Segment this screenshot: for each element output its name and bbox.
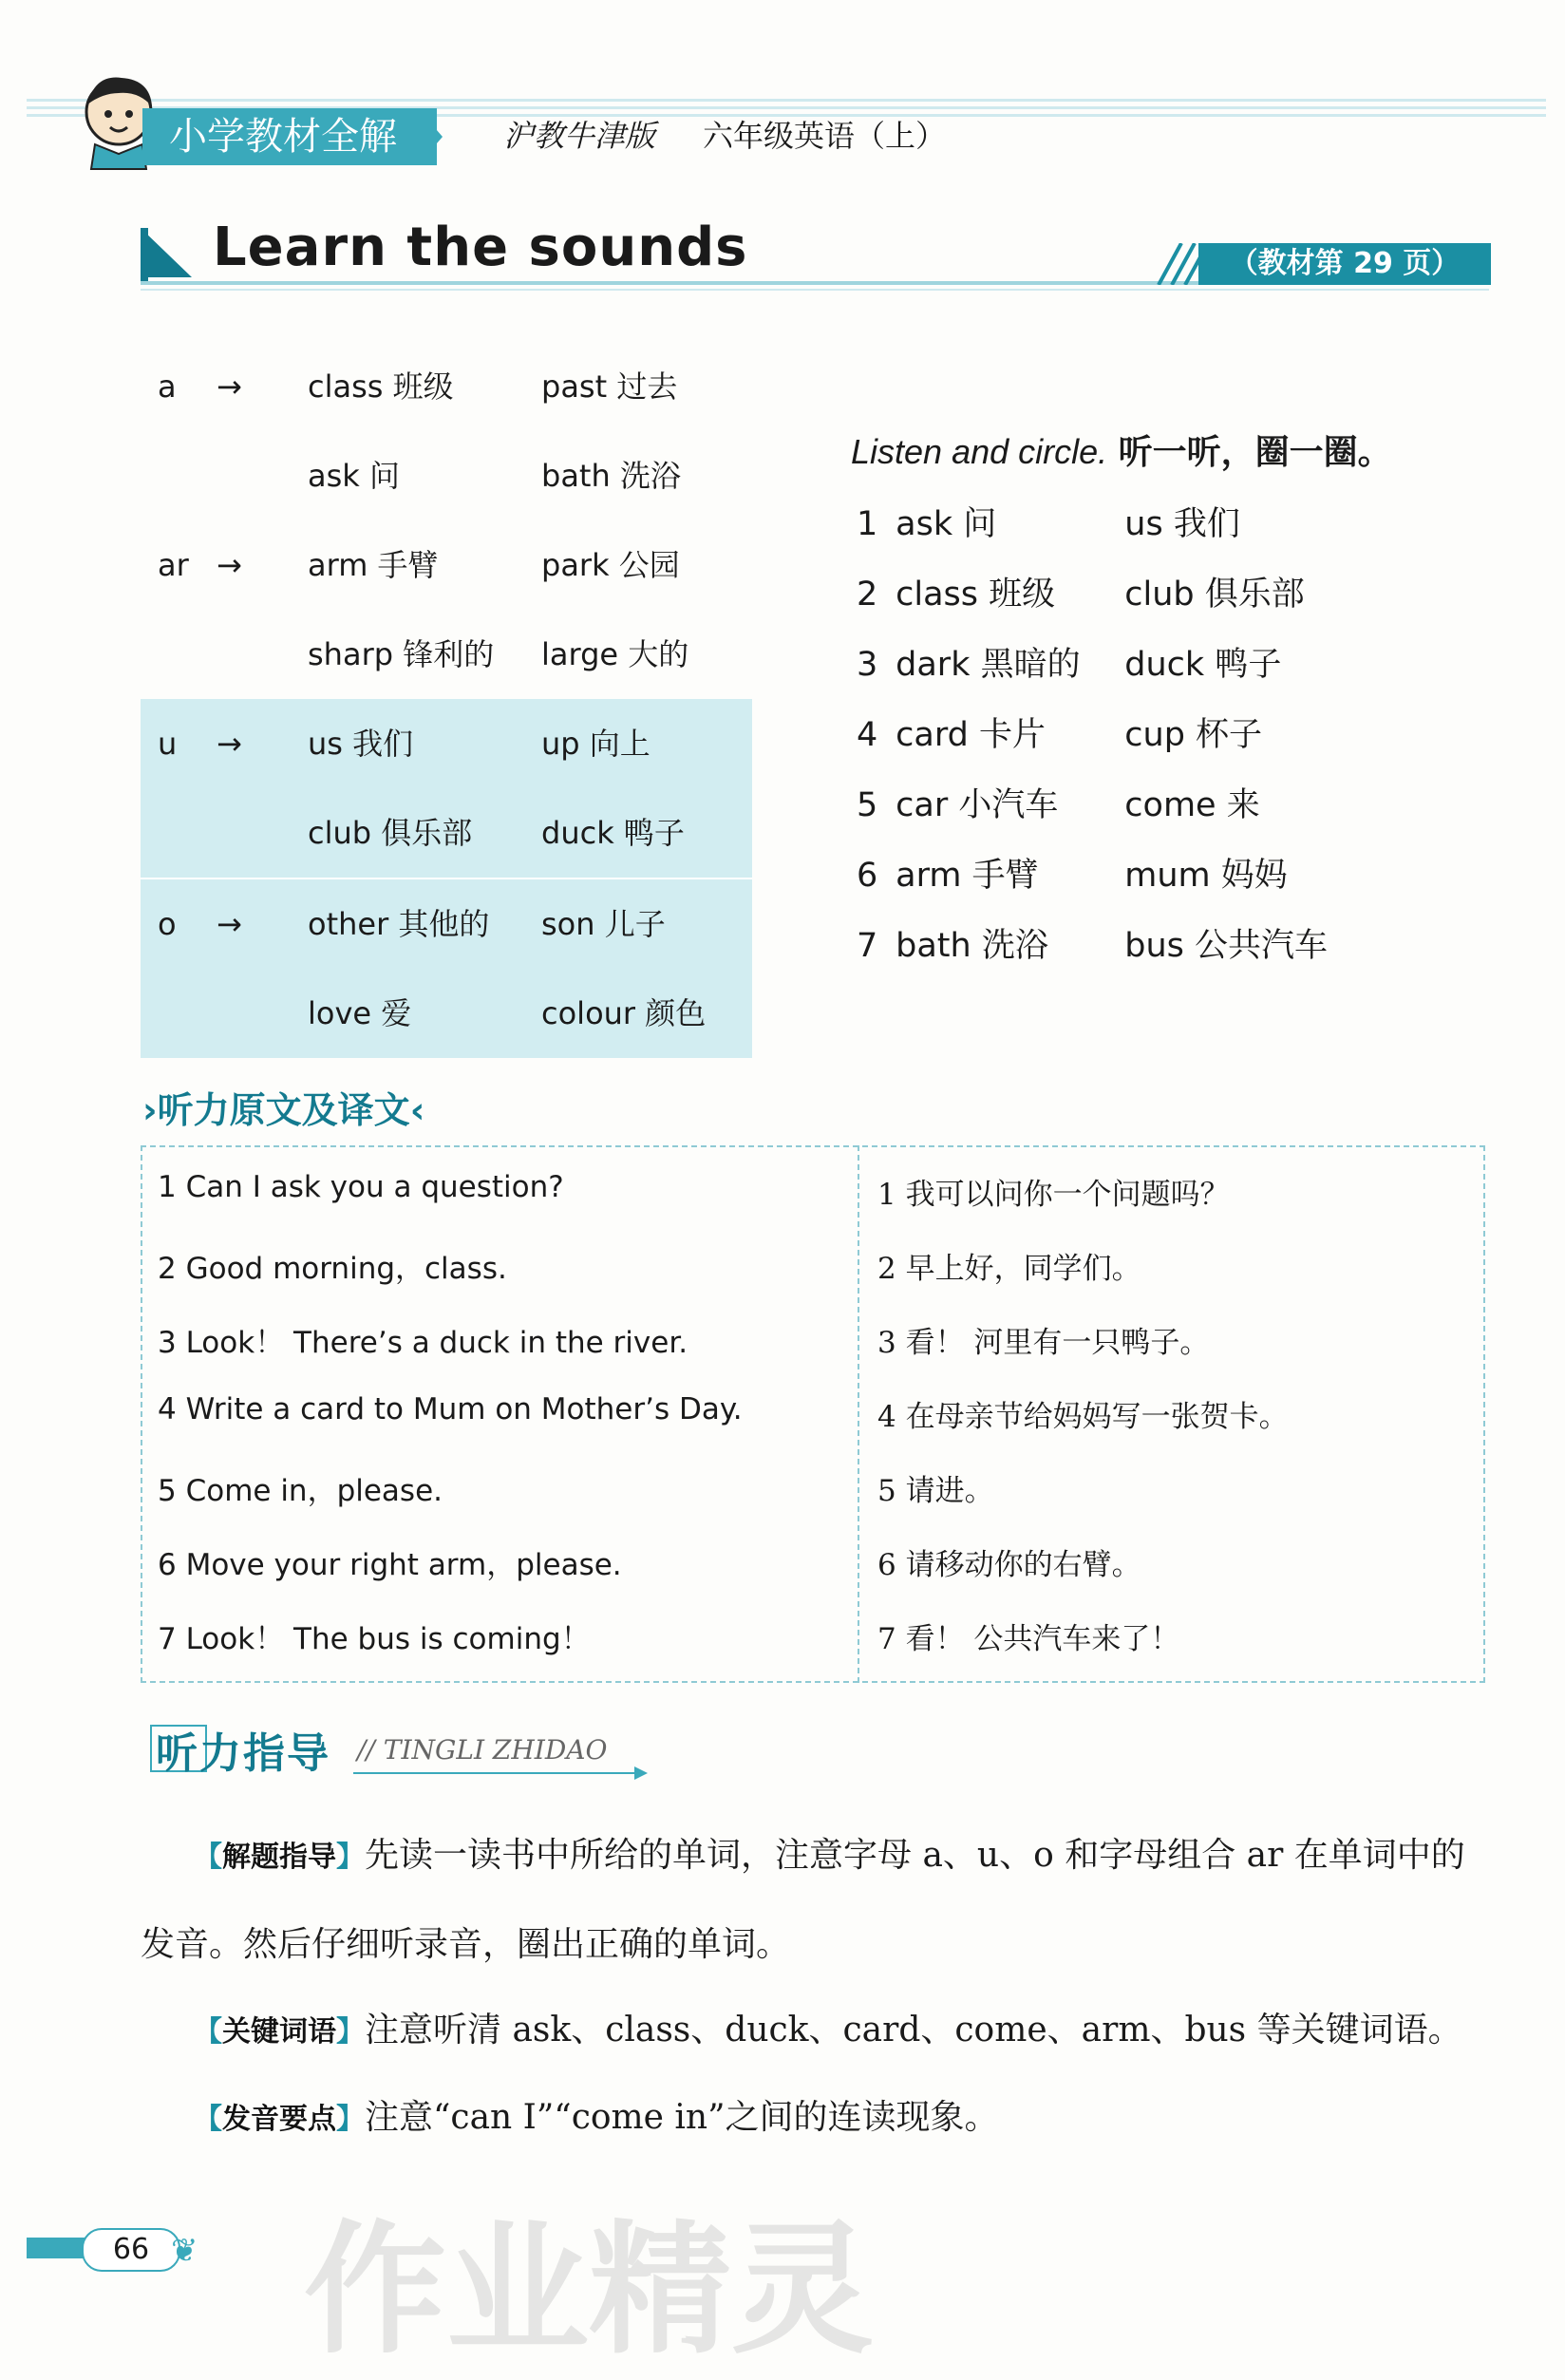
section-title: Learn the sounds <box>213 217 748 278</box>
sound-word: arm 手臂 <box>308 547 439 583</box>
transcript-zh-line: 6 请移动你的右臂。 <box>877 1548 1141 1582</box>
guide-tip <box>141 1987 1489 2076</box>
series-name: 沪教牛津版 <box>503 118 656 154</box>
guide-title: 听力指导 <box>156 1729 330 1778</box>
arrow-right-icon <box>634 1766 648 1780</box>
tip-tag-text: 解题指导 <box>222 1841 336 1874</box>
guide-title-en: // TINGLI ZHIDAO <box>357 1734 608 1766</box>
transcript-en-line: 2 Good morning，class. <box>158 1252 507 1286</box>
option-a: class 班级 <box>896 576 1056 614</box>
stripes-icon <box>1149 243 1206 285</box>
arrow-icon: → <box>217 368 242 405</box>
sound-letter: a <box>158 368 177 405</box>
transcript-en-line: 7 Look！ The bus is coming！ <box>158 1622 591 1656</box>
transcript-heading <box>142 1081 424 1133</box>
listen-item <box>857 498 1240 545</box>
sounds-table <box>141 342 752 1058</box>
listen-item <box>857 849 1288 897</box>
sound-word: past 过去 <box>541 368 678 405</box>
transcript-zh-line: 5 请进。 <box>877 1474 994 1508</box>
item-number: 2 <box>857 576 878 614</box>
transcript-heading-text: 听力原文及译文 <box>157 1089 410 1131</box>
tip-text: 先读一读书中所给的单词，注意字母 a、u、o 和字母组合 ar 在单词中的发音。然后仔细听录音，圈出正确的单词。 <box>141 1836 1465 1964</box>
option-b: bus 公共汽车 <box>1124 927 1329 965</box>
listen-title <box>851 425 1392 474</box>
sound-word: other 其他的 <box>308 906 490 942</box>
sound-row <box>141 342 752 431</box>
tip-tag-text: 发音要点 <box>222 2103 336 2136</box>
transcript-divider <box>858 1145 859 1683</box>
listen-item <box>857 568 1305 615</box>
tip-tag: 【发音要点】 <box>194 2103 365 2136</box>
sound-letter: o <box>158 906 177 942</box>
watermark: 作业精灵 <box>304 2208 875 2373</box>
arrow-icon: → <box>217 906 242 942</box>
book-name: 六年级英语（上） <box>703 118 947 154</box>
transcript-en-line: 4 Write a card to Mum on Mother’s Day. <box>158 1392 743 1426</box>
item-number: 3 <box>857 646 878 684</box>
brand-tail <box>418 108 443 165</box>
transcript-zh-line: 1 我可以问你一个问题吗？ <box>877 1178 1230 1212</box>
tip-tag: 【解题指导】 <box>194 1841 365 1874</box>
sound-row <box>141 610 752 699</box>
sound-word: love 爱 <box>308 995 412 1031</box>
page-number: 66 <box>82 2228 180 2272</box>
sound-word: colour 颜色 <box>541 995 707 1031</box>
sound-word: bath 洗浴 <box>541 458 681 494</box>
sound-row <box>141 788 752 878</box>
option-a: bath 洗浴 <box>896 927 1048 965</box>
option-a: arm 手臂 <box>896 857 1039 895</box>
option-b: come 来 <box>1124 786 1260 824</box>
guide-tip <box>141 2074 1489 2163</box>
option-b: mum 妈妈 <box>1124 857 1288 895</box>
sound-word: class 班级 <box>308 368 454 405</box>
leaf-icon: ❦ <box>171 2232 198 2270</box>
sound-word: duck 鸭子 <box>541 815 685 851</box>
section-underline-thin <box>141 289 1489 291</box>
sound-row <box>141 969 752 1058</box>
option-b: duck 鸭子 <box>1124 646 1282 684</box>
sound-row <box>141 699 752 788</box>
item-number: 1 <box>857 505 878 543</box>
page-reference: （教材第 29 页） <box>1198 243 1491 285</box>
sound-word: club 俱乐部 <box>308 815 473 851</box>
transcript-zh-line: 4 在母亲节给妈妈写一张贺卡。 <box>877 1400 1289 1434</box>
transcript-zh-line: 7 看！ 公共汽车来了！ <box>877 1622 1180 1656</box>
transcript-en-line: 5 Come in，please. <box>158 1474 443 1508</box>
chevron-left-icon: ‹ <box>409 1089 425 1131</box>
option-b: cup 杯子 <box>1124 716 1263 754</box>
transcript-en-line: 6 Move your right arm，please. <box>158 1548 622 1582</box>
option-a: dark 黑暗的 <box>896 646 1081 684</box>
sound-word: up 向上 <box>541 726 651 762</box>
sound-row <box>141 879 752 969</box>
arrow-icon: → <box>217 726 242 762</box>
option-b: club 俱乐部 <box>1124 576 1305 614</box>
arrow-icon: → <box>217 547 242 583</box>
sound-letter: u <box>158 726 178 762</box>
tip-tag-text: 关键词语 <box>222 2015 336 2049</box>
tip-text: 注意听清 ask、class、duck、card、come、arm、bus 等关键词语。 <box>365 2011 1462 2049</box>
item-number: 4 <box>857 716 878 754</box>
section-triangle-icon <box>141 228 192 277</box>
chevron-right-icon: › <box>142 1089 158 1131</box>
sound-word: son 儿子 <box>541 906 666 942</box>
item-number: 5 <box>857 786 878 824</box>
sound-word: ask 问 <box>308 458 400 494</box>
tip-tag: 【关键词语】 <box>194 2015 365 2049</box>
option-a: card 卡片 <box>896 716 1046 754</box>
listen-item <box>857 708 1262 756</box>
listen-item <box>857 779 1260 826</box>
item-number: 7 <box>857 927 878 965</box>
sound-row <box>141 431 752 520</box>
brand-label: 小学教材全解 <box>142 108 437 165</box>
guide-arrow-line <box>353 1772 638 1774</box>
transcript-en-line: 1 Can I ask you a question? <box>158 1170 564 1204</box>
option-a: ask 问 <box>896 505 997 543</box>
listen-title-zh: 听一听，圈一圈。 <box>1118 433 1392 472</box>
listen-title-en: Listen and circle. <box>851 432 1108 471</box>
sound-row <box>141 520 752 610</box>
option-a: car 小汽车 <box>896 786 1059 824</box>
item-number: 6 <box>857 857 878 895</box>
sound-word: large 大的 <box>541 636 689 672</box>
guide-tip <box>141 1812 1489 1989</box>
option-b: us 我们 <box>1124 505 1240 543</box>
sound-letter: ar <box>158 547 189 583</box>
transcript-zh-line: 3 看！ 河里有一只鸭子。 <box>877 1326 1210 1360</box>
listen-item <box>857 919 1328 967</box>
sound-word: sharp 锋利的 <box>308 636 495 672</box>
tip-text: 注意“can I”“come in”之间的连读现象。 <box>365 2098 999 2137</box>
transcript-zh-line: 2 早上好，同学们。 <box>877 1252 1141 1286</box>
sound-word: us 我们 <box>308 726 414 762</box>
listen-item <box>857 638 1281 686</box>
sound-word: park 公园 <box>541 547 680 583</box>
transcript-en-line: 3 Look！ There’s a duck in the river. <box>158 1326 688 1360</box>
